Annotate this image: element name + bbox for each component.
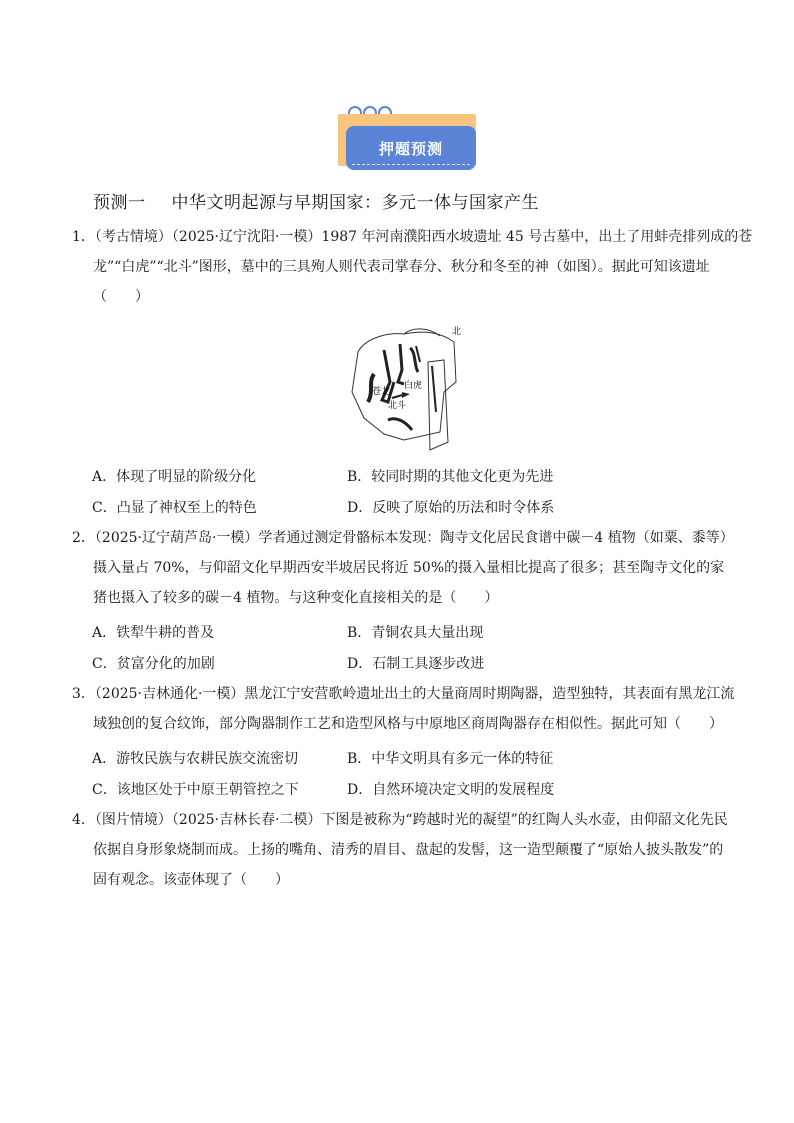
question-2-option-a[interactable]: A．铁犁牛耕的普及 bbox=[92, 625, 215, 641]
section-title bbox=[93, 188, 539, 213]
question-1-option-c[interactable]: C．凸显了神权至上的特色 bbox=[92, 500, 257, 516]
question-3-option-b[interactable]: B．中华文明具有多元一体的特征 bbox=[347, 751, 554, 767]
question-3 bbox=[72, 679, 735, 739]
question-1 bbox=[72, 222, 753, 312]
question-2-line-2: 摄入量占 70%，与仰韶文化早期西安半坡居民将近 50%的摄入量相比提高了很多；甚至陶寺文化的家 bbox=[93, 560, 725, 576]
question-2-option-b[interactable]: B．青铜农具大量出现 bbox=[347, 625, 484, 641]
question-3-option-d[interactable]: D．自然环境决定文明的发展程度 bbox=[347, 782, 555, 798]
question-2 bbox=[72, 523, 732, 613]
question-1-line-3: （ ） bbox=[93, 289, 149, 305]
question-3-line-2: 域独创的复合纹饰，部分陶器制作工艺和造型风格与中原地区商周陶器存在相似性。据此可知（ ） bbox=[93, 716, 723, 732]
question-1-option-d[interactable]: D．反映了原始的历法和时令体系 bbox=[347, 500, 555, 516]
section-label: 预测一 bbox=[93, 193, 146, 213]
question-2-line-1: 2．（2025·辽宁葫芦岛·一模）学者通过测定骨骼标本发现：陶寺文化居民食谱中碳－4 植物（如粟、黍等） bbox=[72, 530, 734, 546]
question-3-option-c[interactable]: C．该地区处于中原王朝管控之下 bbox=[92, 782, 299, 798]
section-heading: 中华文明起源与早期国家：多元一体与国家产生 bbox=[171, 193, 539, 213]
figure-label-dipper: 北斗 bbox=[388, 401, 407, 411]
question-4-line-2: 依据自身形象烧制而成。上扬的嘴角、清秀的眉目、盘起的发髻，这一造型颠覆了“原始人披头散发”的 bbox=[93, 842, 724, 858]
question-1-line-2: 龙”“白虎”“北斗”图形，墓中的三具殉人则代表司掌春分、秋分和冬至的神（如图）。据此可知该遗址 bbox=[93, 259, 710, 275]
figure-label-north: 北 bbox=[452, 327, 462, 337]
question-4-line-3: 固有观念。该壶体现了（ ） bbox=[93, 872, 289, 888]
question-4 bbox=[72, 805, 732, 895]
question-3-line-1: 3．（2025·吉林通化·一模）黑龙江宁安营歌岭遗址出土的大量商周时期陶器，造型独特，其表面有黑龙江流 bbox=[72, 686, 735, 702]
xishuipo-tomb-figure bbox=[344, 322, 474, 456]
question-2-option-d[interactable]: D．石制工具逐步改进 bbox=[347, 656, 485, 672]
badge-label: 押题预测 bbox=[346, 126, 476, 170]
figure-label-tiger: 白虎 bbox=[404, 381, 423, 391]
question-1-option-a[interactable]: A．体现了明显的阶级分化 bbox=[92, 469, 257, 485]
header-badge bbox=[336, 104, 482, 174]
question-1-option-b[interactable]: B．较同时期的其他文化更为先进 bbox=[347, 469, 554, 485]
question-2-line-3: 猪也摄入了较多的碳－4 植物。与这种变化直接相关的是（ ） bbox=[93, 590, 499, 606]
figure-label-dragon: 苍龙 bbox=[372, 387, 391, 397]
question-1-line-1: 1．（考古情境）（2025·辽宁沈阳·一模）1987 年河南濮阳西水坡遗址 45 号古墓中，出土了用蚌壳排列成的苍 bbox=[72, 229, 753, 245]
question-4-line-1: 4．（图片情境）（2025·吉林长春·二模）下图是被称为“跨越时光的凝望”的红陶人头水壶，由仰韶文化先民 bbox=[72, 812, 728, 828]
question-3-option-a[interactable]: A．游牧民族与农耕民族交流密切 bbox=[92, 751, 299, 767]
question-2-option-c[interactable]: C．贫富分化的加剧 bbox=[92, 656, 215, 672]
